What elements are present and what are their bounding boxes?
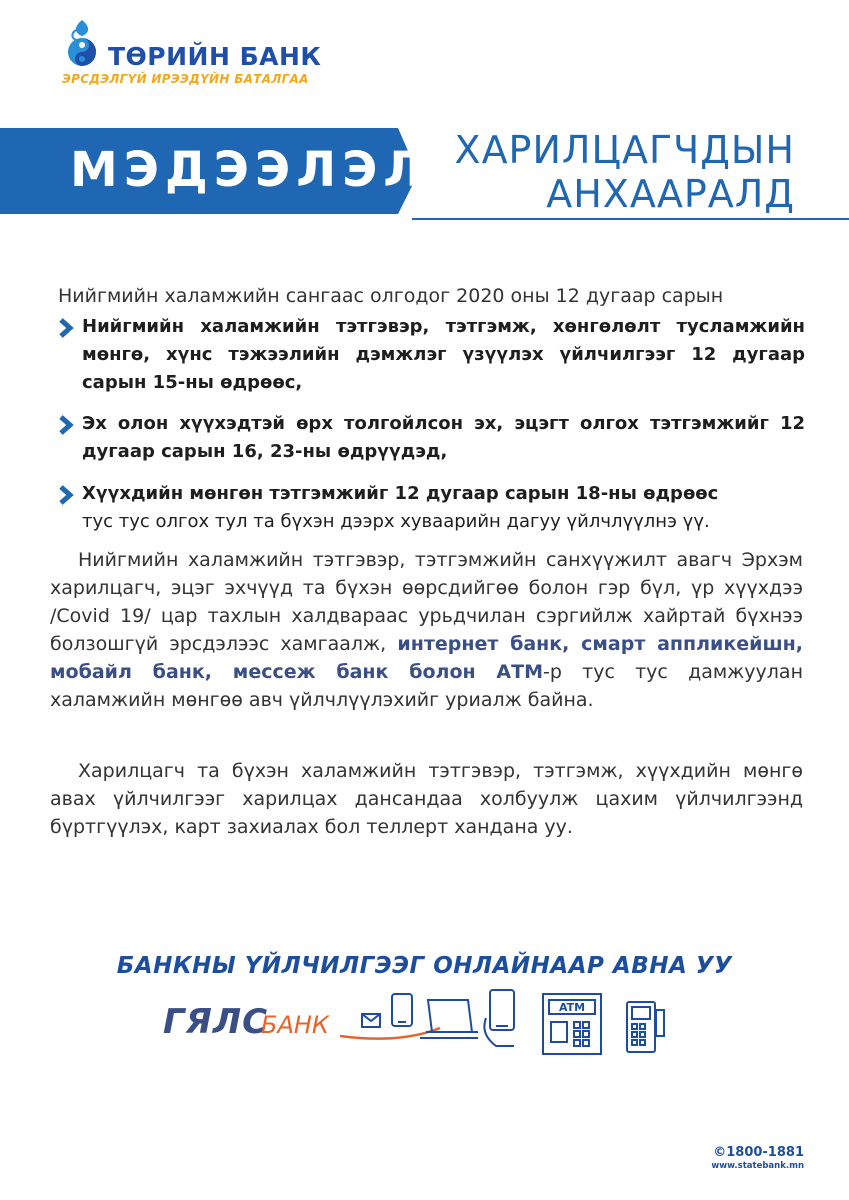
attention-heading-line1: ХАРИЛЦАГЧДЫН xyxy=(454,128,795,172)
intro-text: Нийгмийн халамжийн сангаас олгодог 2020 оны 12 дугаар сарын xyxy=(58,285,724,307)
bullet-text: Эх олон хүүхэдтэй өрх толгойлсон эх, эцэгт олгох тэтгэмжийг 12 дугаар сарын 16, 23-ны өдрүүдэд, xyxy=(82,413,805,462)
state-bank-logo-icon xyxy=(62,18,104,70)
bank-logo xyxy=(62,18,332,88)
paragraph-registration: Харилцагч та бүхэн халамжийн тэтгэвэр, тэтгэмж, хүүхдийн мөнгө авах үйлчилгээг харилцах дансандаа холбуулж цахим үйлчилгээнд бүртгүүлэх, карт захиалах бол теллерт хандана уу. xyxy=(50,760,803,838)
digital-channels-illustration xyxy=(340,988,690,1058)
atm-label: ATM xyxy=(558,1001,586,1014)
bullet-bold-text: Хүүхдийн мөнгөн тэтгэмжийг 12 дугаар сарын 18-ны өдрөөс xyxy=(82,483,719,504)
message-envelope-icon xyxy=(362,1014,380,1027)
paragraph-appeal-start: Нийгмийн халамжийн тэтгэвэр, тэтгэмжийн санхүүжилт авагч Эрхэм харилцагч, эцэг эхчүүд та бүхэн өөрсдийгөө болон гэр бүл, үр хүүхдээ /Covid 19/ цар тахлын халдвараас урьдчилан сэргийлж хайртай бүхнээ болзошгүй эрсдэлээс хамгаалж, xyxy=(50,549,803,655)
bank-wordmark: БАНК xyxy=(261,1011,329,1039)
chevron-right-icon xyxy=(55,484,77,506)
bullet-tail-text: тус тус олгох тул та бүхэн дээрх хуваарийн дагуу үйлчлүүлнэ үү. xyxy=(82,511,710,532)
bullet-item xyxy=(55,480,805,536)
gyals-bank-logo xyxy=(163,1002,353,1050)
paragraph-appeal xyxy=(50,546,803,714)
gyals-wordmark: ГЯЛС xyxy=(163,1002,269,1042)
mobile-phone-icon xyxy=(392,994,412,1026)
attention-heading-line2: АНХААРАЛД xyxy=(546,172,795,216)
chevron-right-icon xyxy=(55,317,77,339)
website-address: www.statebank.mn xyxy=(711,1161,804,1171)
hotline-number: ©1800-1881 xyxy=(713,1145,804,1160)
paragraph-appeal-end: -р тус тус дамжуулан халамжийн мөнгөө авч үйлчлүүлэхийг уриалж байна. xyxy=(50,661,803,711)
bullet-item xyxy=(55,313,805,397)
bullet-text: Нийгмийн халамжийн тэтгэвэр, тэтгэмж, хөнгөлөлт тусламжийн мөнгө, хүнс тэжээлийн дэмжлэг үзүүлэх үйлчилгээг 12 дугаар сарын 15-ны өдрөөс, xyxy=(82,316,805,393)
online-service-slogan: БАНКНЫ ҮЙЛЧИЛГЭЭГ ОНЛАЙНААР АВНА УУ xyxy=(116,953,733,979)
bank-tagline: ЭРСДЭЛГҮЙ ИРЭЭДҮЙН БАТАЛГАА xyxy=(62,72,309,86)
digital-channels-highlight: интернет банк, смарт аппликейшн, мобайл банк, мессеж банк болон АТМ xyxy=(50,633,803,683)
smartphone-hand-icon xyxy=(484,990,514,1046)
chevron-right-icon xyxy=(55,414,77,436)
pos-terminal-icon xyxy=(627,1002,664,1052)
laptop-icon xyxy=(420,1000,478,1038)
notice-title: МЭДЭЭЛЭЛ xyxy=(70,142,430,198)
bullet-text xyxy=(82,480,805,536)
bank-name: ТӨРИЙН БАНК xyxy=(108,42,322,71)
bullet-item xyxy=(55,410,805,466)
